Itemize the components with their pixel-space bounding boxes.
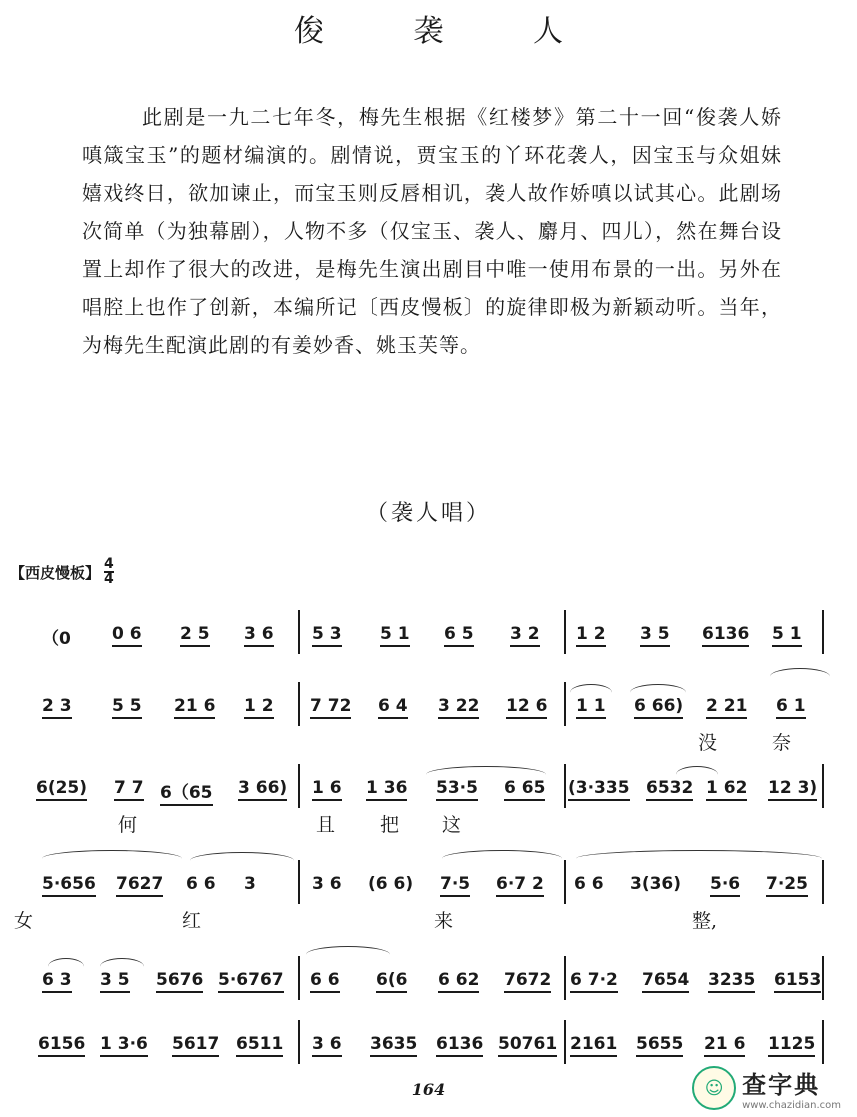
note-group: 5617 xyxy=(172,1034,219,1057)
slur-mark xyxy=(190,852,294,869)
logo-text xyxy=(742,1065,841,1111)
note-group: 6532 xyxy=(646,778,693,801)
note-group: 3 xyxy=(244,874,256,894)
lyric: 没 xyxy=(698,732,718,754)
note-group: 1 3·6 xyxy=(100,1034,148,1057)
slur-mark xyxy=(442,850,562,867)
note-group: 6(6 xyxy=(376,970,407,993)
note-group: 3 6 xyxy=(312,874,342,894)
note-group: 5676 xyxy=(156,970,203,993)
bar-line xyxy=(564,956,566,1000)
note-group: 6·7 2 xyxy=(496,874,544,897)
note-group: 3 22 xyxy=(438,696,479,719)
note-group: 1 6 xyxy=(312,778,342,801)
note-group: 5 3 xyxy=(312,624,342,647)
lyric: 奈 xyxy=(772,732,792,754)
intro-paragraph: 此剧是一九二七年冬，梅先生根据《红楼梦》第二十一回“俊袭人娇嗔箴宝玉”的题材编演的。剧情说，贾宝玉的丫环花袭人，因宝玉与众姐妹嬉戏终日，欲加谏止，而宝玉则反唇相讥，袭人故作娇嗔以试其心。此剧场次简单（为独幕剧），人物不多（仅宝玉、袭人、麝月、四儿），然在舞台设置上却作了很大的改进，是梅先生演出剧目中唯一使用布景的一出。另外在唱腔上也作了创新，本编所记〔西皮慢板〕的旋律即极为新颖动听。当年，为梅先生配演此剧的有姜妙香、姚玉芙等。 xyxy=(82,105,782,357)
note-group: 6511 xyxy=(236,1034,283,1057)
note-group: 3 6 xyxy=(244,624,274,647)
note-group: 12 6 xyxy=(506,696,547,719)
lyric: 来 xyxy=(434,910,454,932)
logo-name: 查字典 xyxy=(742,1071,821,1099)
note-group: 7627 xyxy=(116,874,163,897)
note-group: 3 5 xyxy=(100,970,130,993)
note-group: (3·335 xyxy=(568,778,630,801)
note-group: 2 21 xyxy=(706,696,747,719)
bar-line xyxy=(822,610,824,654)
note-group: 1125 xyxy=(768,1034,815,1057)
lyric: 何 xyxy=(118,814,138,836)
bar-line xyxy=(298,764,300,808)
slur-mark xyxy=(306,946,390,963)
banqiang-label xyxy=(10,558,114,586)
note-group: 3635 xyxy=(370,1034,417,1057)
note-group: 2 5 xyxy=(180,624,210,647)
note-group: 5 1 xyxy=(772,624,802,647)
note-group: 5 1 xyxy=(380,624,410,647)
score-line xyxy=(30,764,830,836)
note-group: 3235 xyxy=(708,970,755,993)
score-line xyxy=(30,682,830,754)
note-group: 3 66) xyxy=(238,778,287,801)
note-group: 3 2 xyxy=(510,624,540,647)
note-group: 1 1 xyxy=(576,696,606,719)
note-group: 6153 xyxy=(774,970,821,993)
note-group: (6 6) xyxy=(368,874,414,894)
note-group: 6 65 xyxy=(504,778,545,801)
slur-mark xyxy=(42,850,182,867)
note-group: 1 62 xyxy=(706,778,747,801)
note-group: 2161 xyxy=(570,1034,617,1057)
bar-line xyxy=(564,682,566,726)
banqiang-text: 【西皮慢板】 xyxy=(10,563,101,582)
bar-line xyxy=(564,764,566,808)
site-logo[interactable] xyxy=(692,1065,841,1111)
note-group: 6 3 xyxy=(42,970,72,993)
bar-line xyxy=(298,860,300,904)
role-subtitle: （袭人唱） xyxy=(365,501,491,526)
lyric: 把 xyxy=(380,814,400,836)
note-group: 5·6 xyxy=(710,874,740,897)
note-group: 5·6767 xyxy=(218,970,284,993)
note-group: 21 6 xyxy=(704,1034,745,1057)
note-group: 6 6 xyxy=(574,874,604,894)
bar-line xyxy=(564,1020,566,1064)
note-group: 7654 xyxy=(642,970,689,993)
score-line xyxy=(30,956,830,1016)
bar-line xyxy=(822,764,824,808)
lyric: 女 xyxy=(14,910,34,932)
logo-url: www.chazidian.com xyxy=(742,1100,841,1111)
note-group: 6 5 xyxy=(444,624,474,647)
slur-mark xyxy=(576,850,822,867)
note-group: 5 5 xyxy=(112,696,142,719)
bar-line xyxy=(298,610,300,654)
bar-line xyxy=(298,1020,300,1064)
slur-mark xyxy=(770,668,830,685)
note-group: （0 xyxy=(42,629,71,649)
note-group: 6136 xyxy=(702,624,749,647)
note-group: 3(36) xyxy=(630,874,682,894)
time-signature-bottom: 4 xyxy=(104,571,114,587)
bar-line xyxy=(822,1020,824,1064)
note-group: 1 2 xyxy=(244,696,274,719)
lyric: 红 xyxy=(182,910,202,932)
note-group: 1 2 xyxy=(576,624,606,647)
time-signature xyxy=(104,558,114,586)
bar-line xyxy=(822,956,824,1000)
lyric: 这 xyxy=(442,814,462,836)
page-number: 164 xyxy=(411,1080,446,1099)
bar-line xyxy=(298,956,300,1000)
note-group: 6156 xyxy=(38,1034,85,1057)
note-group: 3 6 xyxy=(312,1034,342,1057)
note-group: 7 72 xyxy=(310,696,351,719)
bar-line xyxy=(564,610,566,654)
note-group: 53·5 xyxy=(436,778,478,801)
bar-line xyxy=(822,860,824,904)
note-group: 7 7 xyxy=(114,778,144,801)
bar-line xyxy=(298,682,300,726)
note-group: 5·656 xyxy=(42,874,96,897)
note-group: 6 66) xyxy=(634,696,683,719)
note-group: 6(25) xyxy=(36,778,87,801)
note-group: 0 6 xyxy=(112,624,142,647)
page-title: 俊 袭 人 xyxy=(293,14,604,49)
score-line xyxy=(14,860,830,932)
note-group: 6 62 xyxy=(438,970,479,993)
bar-line xyxy=(564,860,566,904)
note-group: 6 6 xyxy=(186,874,216,894)
note-group: 6 7·2 xyxy=(570,970,618,993)
note-group: 5655 xyxy=(636,1034,683,1057)
note-group: 6 4 xyxy=(378,696,408,719)
time-signature-top: 4 xyxy=(104,556,114,572)
lyric: 且 xyxy=(316,814,336,836)
note-group: 3 5 xyxy=(640,624,670,647)
note-group: 7·5 xyxy=(440,874,470,897)
lyric: 整, xyxy=(692,910,718,932)
note-group: 6 6 xyxy=(310,970,340,993)
note-group: 21 6 xyxy=(174,696,215,719)
note-group: 6 1 xyxy=(776,696,806,719)
note-group: 50761 xyxy=(498,1034,557,1057)
note-group: 6（65 xyxy=(160,778,213,806)
note-group: 7·25 xyxy=(766,874,808,897)
graduate-icon: ☺ xyxy=(692,1066,736,1110)
note-group: 2 3 xyxy=(42,696,72,719)
note-group: 6136 xyxy=(436,1034,483,1057)
note-group: 12 3) xyxy=(768,778,817,801)
score-line xyxy=(30,610,830,670)
note-group: 7672 xyxy=(504,970,551,993)
note-group: 1 36 xyxy=(366,778,407,801)
